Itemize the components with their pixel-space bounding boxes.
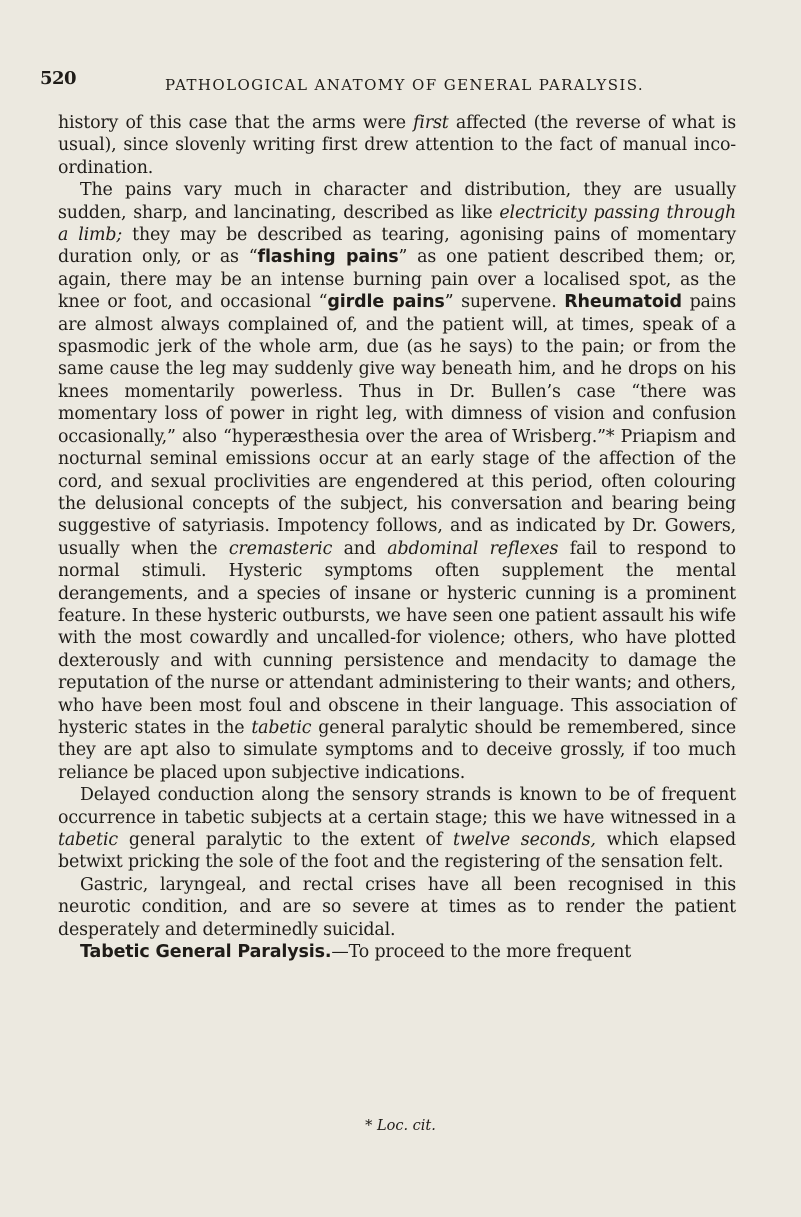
paragraph-4 [58, 874, 736, 941]
text-run: affected (the reverse of what is usual), since slovenly writing first drew attention to the fact of manual inco-ordination. [58, 113, 736, 178]
emphasis-electricity: electricity passing through a limb; [58, 202, 737, 246]
text-run: pains are almost always complained of, and the patient will, at times, speak of a spasmodic jerk of the whole arm, due (as he says) to the pain; or from the same cause the leg may suddenly give way beneath him, and he drops on his knees momentarily powerless. Thus in Dr. Bullen’s case “there was momentary loss of power in right leg, with dimness of vision and confusion occasionally,” also “hyperæsthesia over the area of Wrisberg.”* Priapism and nocturnal seminal emissions occur at an early stage of the affection of the cord, and sexual proclivities are engendered at this period, often colouring the delusional concepts of the subject, his conversation and bearing being suggestive of satyriasis. Impotency follows, and as indicated by Dr. Gowers, usually when the [58, 292, 737, 559]
text-run: general paralytic to the extent of [118, 830, 454, 850]
term-flashing-pains: flashing pains [257, 247, 399, 268]
emphasis-first: first [413, 113, 449, 133]
emphasis-abdominal-reflexes: abdominal reflexes [387, 538, 559, 559]
paragraph-3 [58, 784, 736, 874]
running-head: PATHOLOGICAL ANATOMY OF GENERAL PARALYSIS. [165, 76, 645, 94]
emphasis-tabetic: tabetic [58, 830, 119, 850]
paragraph-2 [58, 179, 736, 784]
text-run: they may be described as tearing, agonising pains of momentary duration only, or as “ [58, 225, 736, 268]
page-number: 520 [40, 68, 77, 89]
body-text [58, 112, 736, 963]
text-run: and [332, 538, 388, 559]
text-run: which elapsed betwixt pricking the sole of the foot and the registering of the sensation felt. [58, 830, 737, 873]
text-run: —To proceed to the more frequent [331, 942, 632, 963]
term-rheumatoid: Rheumatoid [564, 292, 682, 313]
footnote [0, 1118, 801, 1134]
paragraph-1 [58, 112, 736, 179]
text-run: ” as one patient described them; or, again, there may be an intense burning pain over a localised spot, as the knee or foot, and occasional “ [58, 247, 736, 313]
text-run: ” supervene. [444, 292, 565, 313]
emphasis-tabetic: tabetic [251, 717, 312, 738]
text-run: Gastric, laryngeal, and rectal crises have all been recognised in this neurotic condition, and are so severe at times as to render the patient desperately and determinedly suicidal. [58, 874, 736, 940]
text-run: fail to respond to normal stimuli. Hysteric symptoms often supplement the mental derangements, and a species of insane or hysteric cunning is a prominent feature. In these hysteric outbursts, we have seen one patient assault his wife with the most cowardly and uncalled-for violence; others, who have plotted dexterously and with cunning persistence and mendacity to damage the reputation of the nurse or attendant administering to their wants; and others, who have been most foul and obscene in their language. This association of hysteric states in the [58, 538, 736, 738]
emphasis-twelve-seconds: twelve seconds, [453, 830, 596, 850]
footnote-text: Loc. cit. [376, 1118, 436, 1134]
section-heading: Tabetic General Paralysis. [80, 942, 332, 963]
text-run: The pains vary much in character and distribution, they are usually sudden, sharp, and lancinating, described as like [58, 180, 736, 223]
footnote-mark: * [365, 1118, 377, 1134]
text-run: history of this case that the arms were [58, 113, 414, 133]
term-girdle-pains: girdle pains [327, 292, 445, 313]
text-run: Delayed conduction along the sensory strands is known to be of frequent occurrence in tabetic subjects at a certain stage; this we have witnessed in a [58, 785, 736, 828]
paragraph-5 [58, 941, 736, 963]
emphasis-cremasteric: cremasteric [228, 538, 333, 559]
text-run: general paralytic should be remembered, since they are apt also to simulate symptoms and to deceive grossly, if too much reliance be placed upon subjective indications. [58, 717, 736, 783]
